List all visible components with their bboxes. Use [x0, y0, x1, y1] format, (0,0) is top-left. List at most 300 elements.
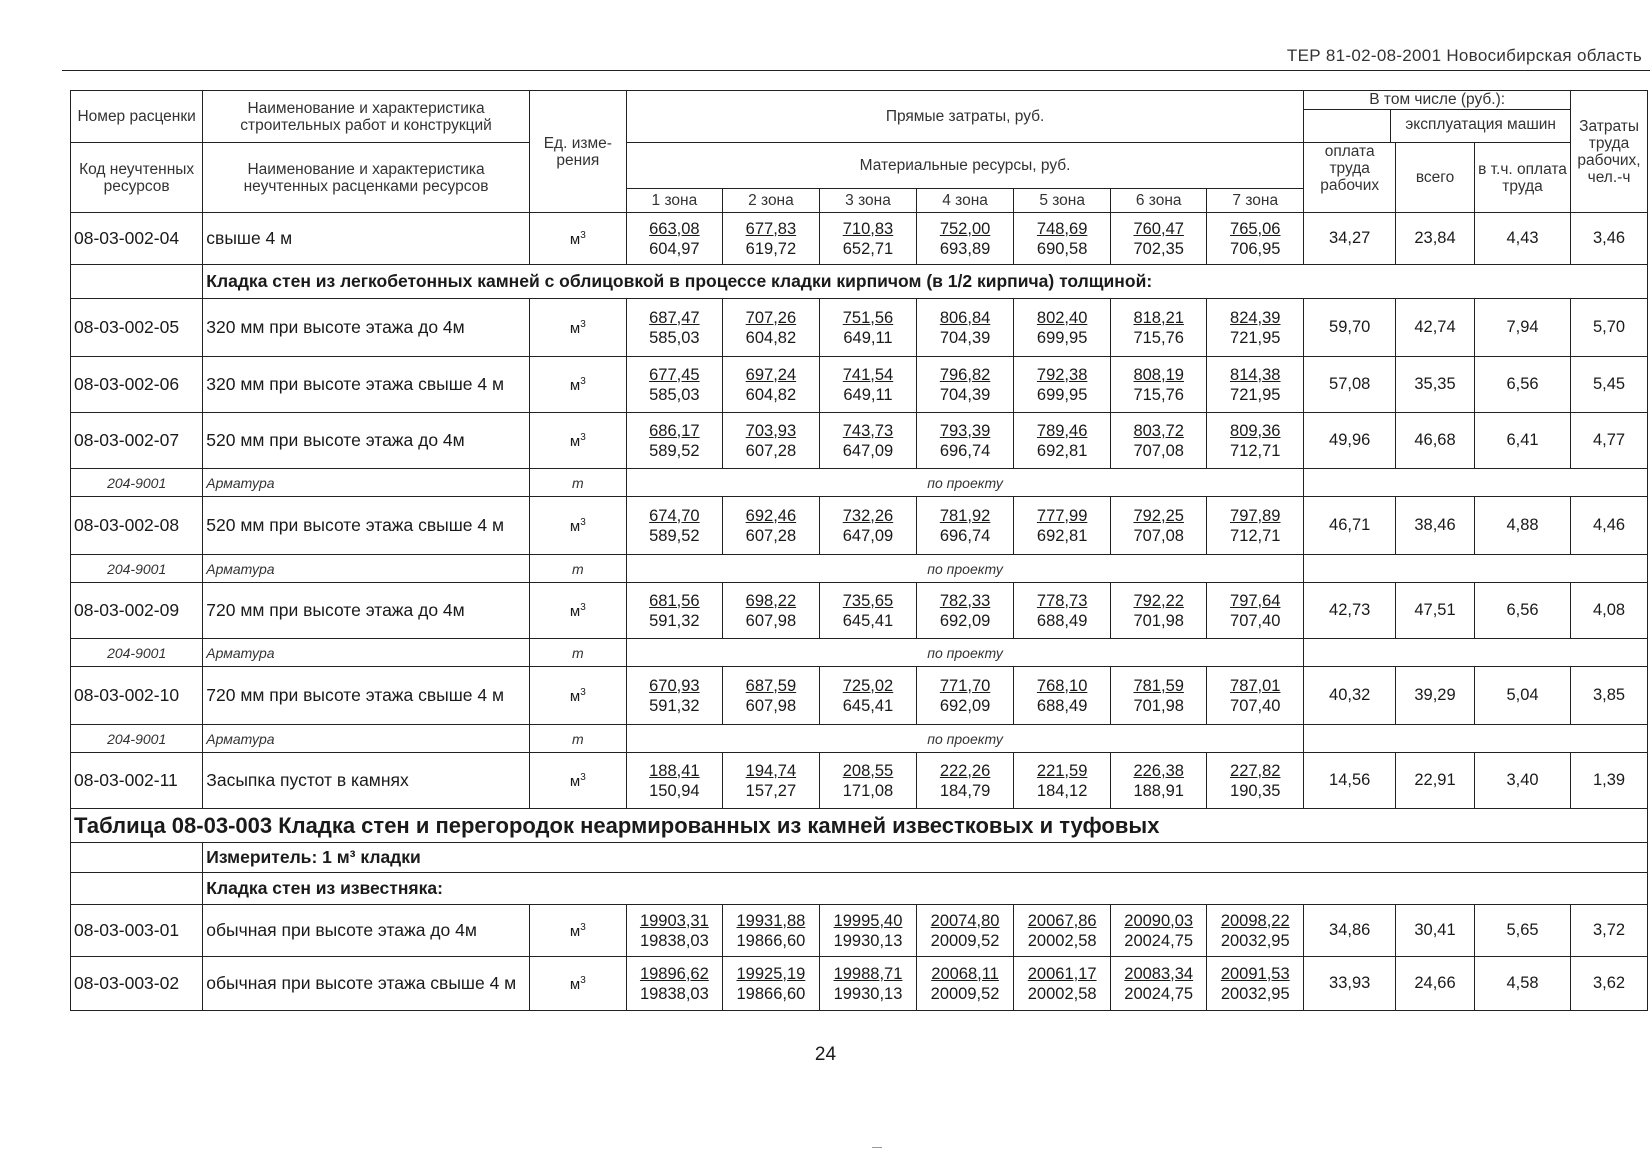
resource-row	[71, 555, 1648, 583]
zone-price-cell	[722, 957, 819, 1011]
labor-pay-value: 33,93	[1304, 957, 1396, 1011]
col-machines: эксплуатация машин	[1405, 116, 1556, 133]
resource-row	[71, 725, 1648, 753]
material-cost: 604,82	[745, 328, 797, 347]
material-cost: 692,81	[1036, 441, 1088, 460]
direct-cost: 802,40	[1036, 308, 1088, 327]
zone-price-cell	[819, 413, 916, 469]
rate-code: 08-03-003-02	[71, 957, 203, 1011]
material-cost: 20032,95	[1220, 931, 1290, 950]
resource-code: 204-9001	[71, 639, 203, 667]
material-cost: 184,12	[1036, 781, 1088, 800]
zone-price-cell	[819, 497, 916, 555]
direct-cost: 20090,03	[1124, 911, 1194, 930]
resource-unit: т	[529, 469, 626, 497]
direct-cost: 663,08	[649, 219, 700, 238]
zone-price-cell	[917, 905, 1014, 957]
zone-price-cell	[917, 357, 1014, 413]
direct-cost: 824,39	[1230, 308, 1281, 327]
direct-cost: 797,89	[1230, 506, 1281, 525]
col-labor-hours: Затраты труда рабочих, чел.-ч	[1571, 91, 1648, 213]
zone-price-cell	[1207, 357, 1304, 413]
direct-cost: 681,56	[649, 591, 700, 610]
zone-price-cell	[819, 905, 916, 957]
zone-price-cell	[819, 667, 916, 725]
col-unit: Ед. изме-рения	[529, 91, 626, 213]
machines-total-value: 23,84	[1396, 213, 1475, 265]
zone-price-cell	[1014, 413, 1111, 469]
unit-cell	[529, 957, 626, 1011]
material-cost: 707,40	[1230, 696, 1281, 715]
zone-price-cell	[626, 413, 722, 469]
resource-name: Арматура	[203, 469, 529, 497]
unit-exponent: 3	[580, 686, 586, 698]
zone-price-cell	[1014, 299, 1111, 357]
zone-price-cell	[722, 667, 819, 725]
empty-cell	[71, 873, 203, 905]
direct-cost: 19931,88	[736, 911, 806, 930]
work-name: 320 мм при высоте этажа свыше 4 м	[203, 357, 529, 413]
direct-cost: 19903,31	[639, 911, 709, 930]
unit-exponent: 3	[580, 516, 586, 528]
direct-cost: 19988,71	[833, 964, 903, 983]
machines-labor-value: 7,94	[1475, 299, 1571, 357]
resource-name: Арматура	[203, 639, 529, 667]
direct-cost: 777,99	[1036, 506, 1088, 525]
material-cost: 20009,52	[930, 984, 1000, 1003]
section-row	[71, 873, 1648, 905]
zone-price-cell	[1207, 905, 1304, 957]
col-labor-pay: оплата труда рабочих	[1304, 143, 1396, 213]
zone-price-cell	[819, 583, 916, 639]
material-cost: 706,95	[1230, 239, 1281, 258]
labor-hours-value: 1,39	[1571, 753, 1648, 809]
table-row	[71, 299, 1648, 357]
material-cost: 692,09	[939, 696, 991, 715]
empty-cell	[1304, 725, 1648, 753]
unit-exponent: 3	[580, 601, 586, 613]
resource-name: Арматура	[203, 555, 529, 583]
machines-total-value: 24,66	[1396, 957, 1475, 1011]
table-title-row	[71, 809, 1648, 843]
labor-hours-value: 4,46	[1571, 497, 1648, 555]
rate-code: 08-03-002-10	[71, 667, 203, 725]
machines-total-value: 22,91	[1396, 753, 1475, 809]
zone-3-header: 3 зона	[819, 189, 916, 213]
machines-labor-value: 6,41	[1475, 413, 1571, 469]
material-cost: 20024,75	[1124, 931, 1194, 950]
direct-cost: 768,10	[1036, 676, 1088, 695]
material-cost: 715,76	[1133, 328, 1184, 347]
direct-cost: 697,24	[745, 365, 797, 384]
zone-price-cell	[917, 413, 1014, 469]
zone-price-cell	[722, 413, 819, 469]
zone-price-cell	[626, 667, 722, 725]
machines-total-value: 35,35	[1396, 357, 1475, 413]
direct-cost: 792,22	[1133, 591, 1184, 610]
resource-name: Арматура	[203, 725, 529, 753]
material-cost: 607,28	[745, 526, 797, 545]
unit-exponent: 3	[580, 921, 586, 933]
labor-hours-value: 3,85	[1571, 667, 1648, 725]
direct-cost: 803,72	[1133, 421, 1184, 440]
material-cost: 585,03	[649, 385, 700, 404]
machines-labor-value: 4,58	[1475, 957, 1571, 1011]
direct-cost: 787,01	[1230, 676, 1281, 695]
direct-cost: 194,74	[745, 761, 797, 780]
labor-hours-value: 3,46	[1571, 213, 1648, 265]
material-cost: 721,95	[1230, 328, 1281, 347]
rate-code: 08-03-002-06	[71, 357, 203, 413]
zone-price-cell	[626, 583, 722, 639]
material-cost: 699,95	[1036, 385, 1088, 404]
direct-cost: 743,73	[842, 421, 894, 440]
zone-price-cell	[1207, 299, 1304, 357]
direct-cost: 782,33	[939, 591, 991, 610]
material-cost: 712,71	[1230, 526, 1281, 545]
direct-cost: 20067,86	[1027, 911, 1097, 930]
zone-price-cell	[626, 299, 722, 357]
zone-price-cell	[1207, 497, 1304, 555]
empty-cell	[71, 265, 203, 299]
labor-pay-value: 34,86	[1304, 905, 1396, 957]
material-cost: 699,95	[1036, 328, 1088, 347]
material-cost: 20032,95	[1220, 984, 1290, 1003]
col-materials: Материальные ресурсы, руб.	[626, 143, 1303, 189]
col-machines-labor: в т.ч. оплата труда	[1475, 143, 1571, 213]
rate-code: 08-03-003-01	[71, 905, 203, 957]
zone-4-header: 4 зона	[917, 189, 1014, 213]
direct-cost: 707,26	[745, 308, 797, 327]
machines-total-value: 46,68	[1396, 413, 1475, 469]
zone-price-cell	[917, 497, 1014, 555]
section-heading: Кладка стен из легкобетонных камней с облицовкой в процессе кладки кирпичом (в 1/2 кирпича) толщиной:	[203, 265, 1648, 299]
direct-cost: 792,25	[1133, 506, 1184, 525]
direct-cost: 760,47	[1133, 219, 1184, 238]
unit-exponent: 3	[580, 375, 586, 387]
material-cost: 647,09	[842, 441, 894, 460]
zone-price-cell	[819, 753, 916, 809]
zone-price-cell	[819, 957, 916, 1011]
zone-price-cell	[722, 905, 819, 957]
work-name: 520 мм при высоте этажа до 4м	[203, 413, 529, 469]
table-row	[71, 753, 1648, 809]
zone-price-cell	[1111, 213, 1207, 265]
zone-price-cell	[1111, 905, 1207, 957]
labor-hours-value: 5,45	[1571, 357, 1648, 413]
direct-cost: 789,46	[1036, 421, 1088, 440]
empty-cell	[1304, 555, 1648, 583]
labor-pay-value: 57,08	[1304, 357, 1396, 413]
zone-price-cell	[917, 753, 1014, 809]
zone-price-cell	[917, 667, 1014, 725]
labor-hours-value: 5,70	[1571, 299, 1648, 357]
material-cost: 20024,75	[1124, 984, 1194, 1003]
material-cost: 701,98	[1133, 696, 1184, 715]
material-cost: 19930,13	[833, 984, 903, 1003]
material-cost: 704,39	[939, 328, 991, 347]
labor-pay-value: 42,73	[1304, 583, 1396, 639]
resource-code: 204-9001	[71, 469, 203, 497]
material-cost: 688,49	[1036, 696, 1088, 715]
work-name: 320 мм при высоте этажа до 4м	[203, 299, 529, 357]
material-cost: 721,95	[1230, 385, 1281, 404]
table-row	[71, 957, 1648, 1011]
work-name: 520 мм при высоте этажа свыше 4 м	[203, 497, 529, 555]
empty-cell	[71, 843, 203, 873]
material-cost: 688,49	[1036, 611, 1088, 630]
material-cost: 715,76	[1133, 385, 1184, 404]
zone-price-cell	[1111, 357, 1207, 413]
unit-text: м	[569, 975, 581, 993]
resource-note: по проекту	[626, 725, 1303, 753]
zone-price-cell	[1014, 753, 1111, 809]
section-row	[71, 265, 1648, 299]
resource-unit: т	[529, 555, 626, 583]
direct-cost: 677,83	[745, 219, 797, 238]
material-cost: 702,35	[1133, 239, 1184, 258]
zone-price-cell	[1111, 413, 1207, 469]
unit-text: м	[569, 687, 581, 705]
zone-price-cell	[917, 213, 1014, 265]
zone-price-cell	[1014, 957, 1111, 1011]
footer-mark	[872, 1147, 882, 1148]
labor-pay-value: 46,71	[1304, 497, 1396, 555]
material-cost: 707,40	[1230, 611, 1281, 630]
col-machines-total: всего	[1396, 143, 1475, 213]
direct-cost: 698,22	[745, 591, 797, 610]
unit-text: м	[569, 432, 581, 450]
machines-total-value: 30,41	[1396, 905, 1475, 957]
machines-labor-value: 4,88	[1475, 497, 1571, 555]
zone-price-cell	[1207, 667, 1304, 725]
resource-note: по проекту	[626, 639, 1303, 667]
rate-code: 08-03-002-05	[71, 299, 203, 357]
unit-text: м	[569, 602, 581, 620]
labor-pay-value: 14,56	[1304, 753, 1396, 809]
material-cost: 645,41	[842, 696, 894, 715]
material-cost: 696,74	[939, 526, 991, 545]
zone-price-cell	[1207, 957, 1304, 1011]
table-title: Таблица 08-03-003 Кладка стен и перегородок неармированных из камней известковых и туфовых	[71, 809, 1648, 843]
material-cost: 19866,60	[736, 931, 806, 950]
direct-cost: 781,59	[1133, 676, 1184, 695]
zone-price-cell	[722, 753, 819, 809]
direct-cost: 751,56	[842, 308, 894, 327]
machines-labor-value: 4,43	[1475, 213, 1571, 265]
zone-price-cell	[1111, 299, 1207, 357]
table-row	[71, 497, 1648, 555]
zone-price-cell	[626, 905, 722, 957]
direct-cost: 748,69	[1036, 219, 1088, 238]
direct-cost: 808,19	[1133, 365, 1184, 384]
work-name: свыше 4 м	[203, 213, 529, 265]
material-cost: 645,41	[842, 611, 894, 630]
direct-cost: 670,93	[649, 676, 700, 695]
direct-cost: 20068,11	[931, 964, 999, 983]
direct-cost: 227,82	[1230, 761, 1281, 780]
zone-price-cell	[917, 957, 1014, 1011]
labor-hours-value: 3,62	[1571, 957, 1648, 1011]
material-cost: 652,71	[842, 239, 894, 258]
work-name: Засыпка пустот в камнях	[203, 753, 529, 809]
rate-code: 08-03-002-07	[71, 413, 203, 469]
material-cost: 20009,52	[930, 931, 1000, 950]
material-cost: 20002,58	[1027, 984, 1097, 1003]
machines-labor-value: 6,56	[1475, 357, 1571, 413]
machines-total-value: 38,46	[1396, 497, 1475, 555]
labor-hours-value: 4,08	[1571, 583, 1648, 639]
zone-price-cell	[626, 497, 722, 555]
direct-cost: 778,73	[1036, 591, 1088, 610]
table-row	[71, 413, 1648, 469]
header-row-2	[71, 143, 1648, 189]
table-row	[71, 667, 1648, 725]
table-row	[71, 905, 1648, 957]
material-cost: 649,11	[843, 328, 893, 347]
material-cost: 649,11	[843, 385, 893, 404]
labor-pay-value: 40,32	[1304, 667, 1396, 725]
zone-price-cell	[722, 357, 819, 413]
material-cost: 589,52	[649, 441, 700, 460]
direct-cost: 818,21	[1133, 308, 1184, 327]
material-cost: 20002,58	[1027, 931, 1097, 950]
direct-cost: 781,92	[939, 506, 991, 525]
unit-cell	[529, 357, 626, 413]
unit-exponent: 3	[580, 229, 586, 241]
direct-cost: 20098,22	[1220, 911, 1290, 930]
zone-price-cell	[626, 213, 722, 265]
direct-cost: 796,82	[939, 365, 991, 384]
material-cost: 171,08	[842, 781, 894, 800]
table-row	[71, 213, 1648, 265]
zone-price-cell	[1111, 497, 1207, 555]
zone-price-cell	[1207, 213, 1304, 265]
labor-pay-value: 59,70	[1304, 299, 1396, 357]
material-cost: 184,79	[939, 781, 991, 800]
direct-cost: 687,59	[745, 676, 797, 695]
machines-labor-value: 5,65	[1475, 905, 1571, 957]
zone-5-header: 5 зона	[1014, 189, 1111, 213]
resource-code: 204-9001	[71, 725, 203, 753]
material-cost: 591,32	[649, 611, 700, 630]
material-cost: 604,97	[649, 239, 700, 258]
machines-labor-value: 3,40	[1475, 753, 1571, 809]
zone-price-cell	[1014, 213, 1111, 265]
direct-cost: 226,38	[1133, 761, 1184, 780]
zone-6-header: 6 зона	[1111, 189, 1207, 213]
material-cost: 707,08	[1133, 441, 1184, 460]
direct-cost: 735,65	[842, 591, 894, 610]
zone-price-cell	[1207, 583, 1304, 639]
material-cost: 190,35	[1230, 781, 1281, 800]
material-cost: 150,94	[649, 781, 700, 800]
col-rate-number: Номер расценки	[71, 91, 203, 143]
direct-cost: 725,02	[842, 676, 894, 695]
unit-cell	[529, 667, 626, 725]
zone-price-cell	[819, 357, 916, 413]
direct-cost: 674,70	[649, 506, 700, 525]
direct-cost: 20074,80	[930, 911, 1000, 930]
material-cost: 690,58	[1036, 239, 1088, 258]
unit-cell	[529, 213, 626, 265]
section-heading: Измеритель: 1 м³ кладки	[203, 843, 1648, 873]
machines-total-value: 47,51	[1396, 583, 1475, 639]
zone-price-cell	[1014, 667, 1111, 725]
unit-text: м	[569, 230, 581, 248]
col-direct-costs: Прямые затраты, руб.	[626, 91, 1303, 143]
resource-unit: т	[529, 725, 626, 753]
section-heading: Кладка стен из известняка:	[203, 873, 1648, 905]
zone-price-cell	[626, 957, 722, 1011]
material-cost: 607,28	[745, 441, 797, 460]
unit-text: м	[569, 319, 581, 337]
direct-cost: 792,38	[1036, 365, 1088, 384]
material-cost: 692,81	[1036, 526, 1088, 545]
material-cost: 19838,03	[639, 931, 709, 950]
direct-cost: 188,41	[649, 761, 700, 780]
zone-price-cell	[722, 583, 819, 639]
material-cost: 607,98	[745, 611, 797, 630]
col-resource-name: Наименование и характеристика неучтенных расценками ресурсов	[203, 143, 529, 213]
resource-note: по проекту	[626, 469, 1303, 497]
col-resource-code: Код неучтенных ресурсов	[71, 143, 203, 213]
zone-price-cell	[1207, 753, 1304, 809]
material-cost: 712,71	[1230, 441, 1281, 460]
direct-cost: 687,47	[649, 308, 700, 327]
direct-cost: 809,36	[1230, 421, 1281, 440]
machines-labor-value: 6,56	[1475, 583, 1571, 639]
unit-exponent: 3	[580, 318, 586, 330]
material-cost: 589,52	[649, 526, 700, 545]
zone-price-cell	[1014, 357, 1111, 413]
zone-price-cell	[626, 753, 722, 809]
unit-text: м	[569, 772, 581, 790]
material-cost: 607,98	[745, 696, 797, 715]
direct-cost: 222,26	[939, 761, 991, 780]
unit-cell	[529, 905, 626, 957]
unit-cell	[529, 753, 626, 809]
direct-cost: 208,55	[842, 761, 894, 780]
zone-price-cell	[1111, 583, 1207, 639]
material-cost: 585,03	[649, 328, 700, 347]
direct-cost: 771,70	[939, 676, 991, 695]
zone-price-cell	[1111, 753, 1207, 809]
direct-cost: 20091,53	[1220, 964, 1290, 983]
direct-cost: 797,64	[1230, 591, 1281, 610]
machines-labor-value: 5,04	[1475, 667, 1571, 725]
zone-price-cell	[722, 213, 819, 265]
work-name: обычная при высоте этажа свыше 4 м	[203, 957, 529, 1011]
material-cost: 696,74	[939, 441, 991, 460]
direct-cost: 221,59	[1036, 761, 1088, 780]
direct-cost: 752,00	[939, 219, 991, 238]
direct-cost: 806,84	[939, 308, 991, 327]
direct-cost: 732,26	[842, 506, 894, 525]
direct-cost: 710,83	[842, 219, 894, 238]
rate-code: 08-03-002-11	[71, 753, 203, 809]
zone-price-cell	[626, 357, 722, 413]
header-row-1	[71, 91, 1648, 143]
direct-cost: 19995,40	[833, 911, 903, 930]
direct-cost: 703,93	[745, 421, 797, 440]
material-cost: 19930,13	[833, 931, 903, 950]
machines-total-value: 42,74	[1396, 299, 1475, 357]
zone-price-cell	[1014, 583, 1111, 639]
work-name: обычная при высоте этажа до 4м	[203, 905, 529, 957]
col-including: В том числе (руб.):	[1304, 91, 1570, 110]
zone-price-cell	[917, 299, 1014, 357]
